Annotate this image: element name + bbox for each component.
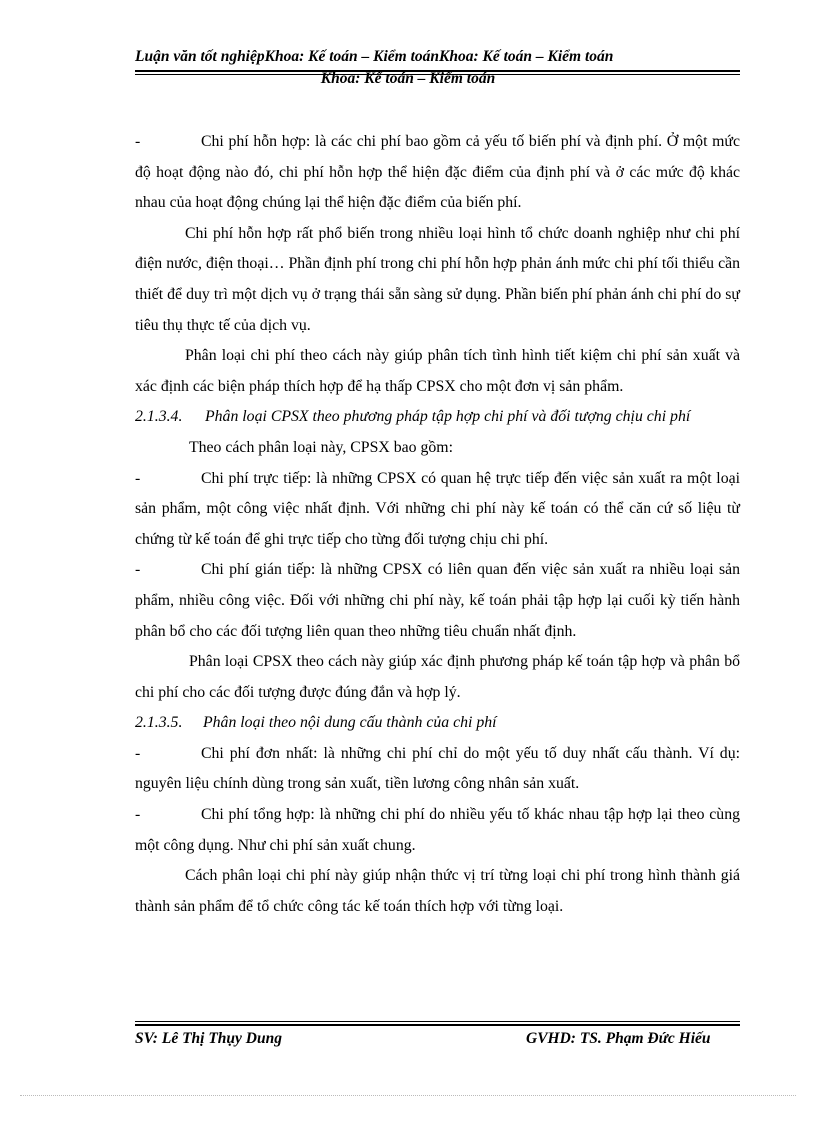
section-heading-2-1-3-5 — [135, 708, 740, 739]
footer-student-name: SV: Lê Thị Thụy Dung — [135, 1030, 282, 1047]
paragraph-indirect-cost — [135, 555, 740, 647]
paragraph-mixed-cost — [135, 127, 740, 219]
paragraph-single-cost — [135, 739, 740, 800]
page-bottom-border — [20, 1095, 796, 1096]
section-number: 2.1.3.4. — [135, 408, 183, 426]
paragraph-text: Chi phí gián tiếp: là những CPSX có liên quan đến việc sản xuất ra nhiều loại sản phẩm, nhiều công việc. Đối với những chi phí này, kế toán phải tập hợp lại cuối kỳ tiến hành phân bổ cho các đối tượng liên quan theo những tiêu chuẩn nhất định. — [135, 561, 740, 640]
section-number: 2.1.3.5. — [135, 714, 183, 732]
section-title: Phân loại theo nội dung cấu thành của chi phí — [203, 714, 497, 732]
bullet-dash: - — [135, 806, 141, 824]
section-heading-2-1-3-4 — [135, 402, 740, 433]
document-body — [135, 127, 740, 922]
paragraph-text: Chi phí tổng hợp: là những chi phí do nhiều yếu tố khác nhau tập hợp lại theo cùng một công dụng. Như chi phí sản xuất chung. — [135, 806, 740, 854]
paragraph-mixed-cost-detail: Chi phí hỗn hợp rất phổ biến trong nhiều loại hình tổ chức doanh nghiệp như chi phí điện nước, điện thoại… Phần định phí trong chi phí hỗn hợp phản ánh mức chi phí tối thiểu cần thiết để duy trì một dịch vụ ở trạng thái sẵn sàng sử dụng. Phần biến phí phản ánh chi phí do sự tiêu thụ thực tế của dịch vụ. — [135, 224, 740, 334]
paragraph-classification-purpose: Phân loại chi phí theo cách này giúp phân tích tình hình tiết kiệm chi phí sản xuất và xác định các biện pháp thích hợp để hạ thấp CPSX cho một đơn vị sản phẩm. — [135, 347, 740, 395]
paragraph-intro: Theo cách phân loại này, CPSX bao gồm: — [189, 438, 453, 456]
bullet-dash: - — [135, 744, 141, 762]
paragraph-direct-cost — [135, 464, 740, 556]
paragraph-text: Chi phí trực tiếp: là những CPSX có quan hệ trực tiếp đến việc sản xuất ra một loại sản phẩm, một công việc nhất định. Với những chi phí này kế toán có thể căn cứ số liệu từ chứng từ kế toán để ghi trực tiếp cho từng đối tượng chịu chi phí. — [135, 469, 740, 548]
footer-rule-thin — [135, 1021, 740, 1022]
bullet-dash: - — [135, 133, 141, 150]
bullet-dash: - — [135, 469, 141, 487]
header-subtitle: Khoa: Kế toán – Kiểm toán — [320, 70, 496, 87]
footer-rule-thick — [135, 1024, 740, 1026]
paragraph-text: Chi phí đơn nhất: là những chi phí chỉ do một yếu tố duy nhất cấu thành. Ví dụ: nguyên liệu chính dùng trong sản xuất, tiền lương công nhân sản xuất. — [135, 744, 740, 793]
paragraph-conclusion: Cách phân loại chi phí này giúp nhận thức vị trí từng loại chi phí trong hình thành giá thành sản phẩm để tổ chức công tác kế toán thích hợp với từng loại. — [135, 867, 740, 915]
header-title: Luận văn tốt nghiệpKhoa: Kế toán – Kiểm toánKhoa: Kế toán – Kiểm toán — [135, 48, 614, 65]
bullet-dash: - — [135, 561, 141, 579]
paragraph-composite-cost — [135, 800, 740, 861]
paragraph-text: Chi phí hỗn hợp: là các chi phí bao gồm cả yếu tố biến phí và định phí. Ở một mức độ hoạt động nào đó, chi phí hỗn hợp thể hiện đặc điểm của định phí và ở các mức độ khác nhau của hoạt động chúng lại thể hiện đặc điểm của biến phí. — [135, 133, 740, 212]
section-title: Phân loại CPSX theo phương pháp tập hợp chi phí và đối tượng chịu chi phí — [205, 408, 691, 426]
paragraph-classification-method: Phân loại CPSX theo cách này giúp xác định phương pháp kế toán tập hợp và phân bổ chi phí cho các đối tượng được đúng đắn và hợp lý. — [135, 653, 740, 701]
footer-advisor-name: GVHD: TS. Phạm Đức Hiếu — [526, 1030, 711, 1047]
